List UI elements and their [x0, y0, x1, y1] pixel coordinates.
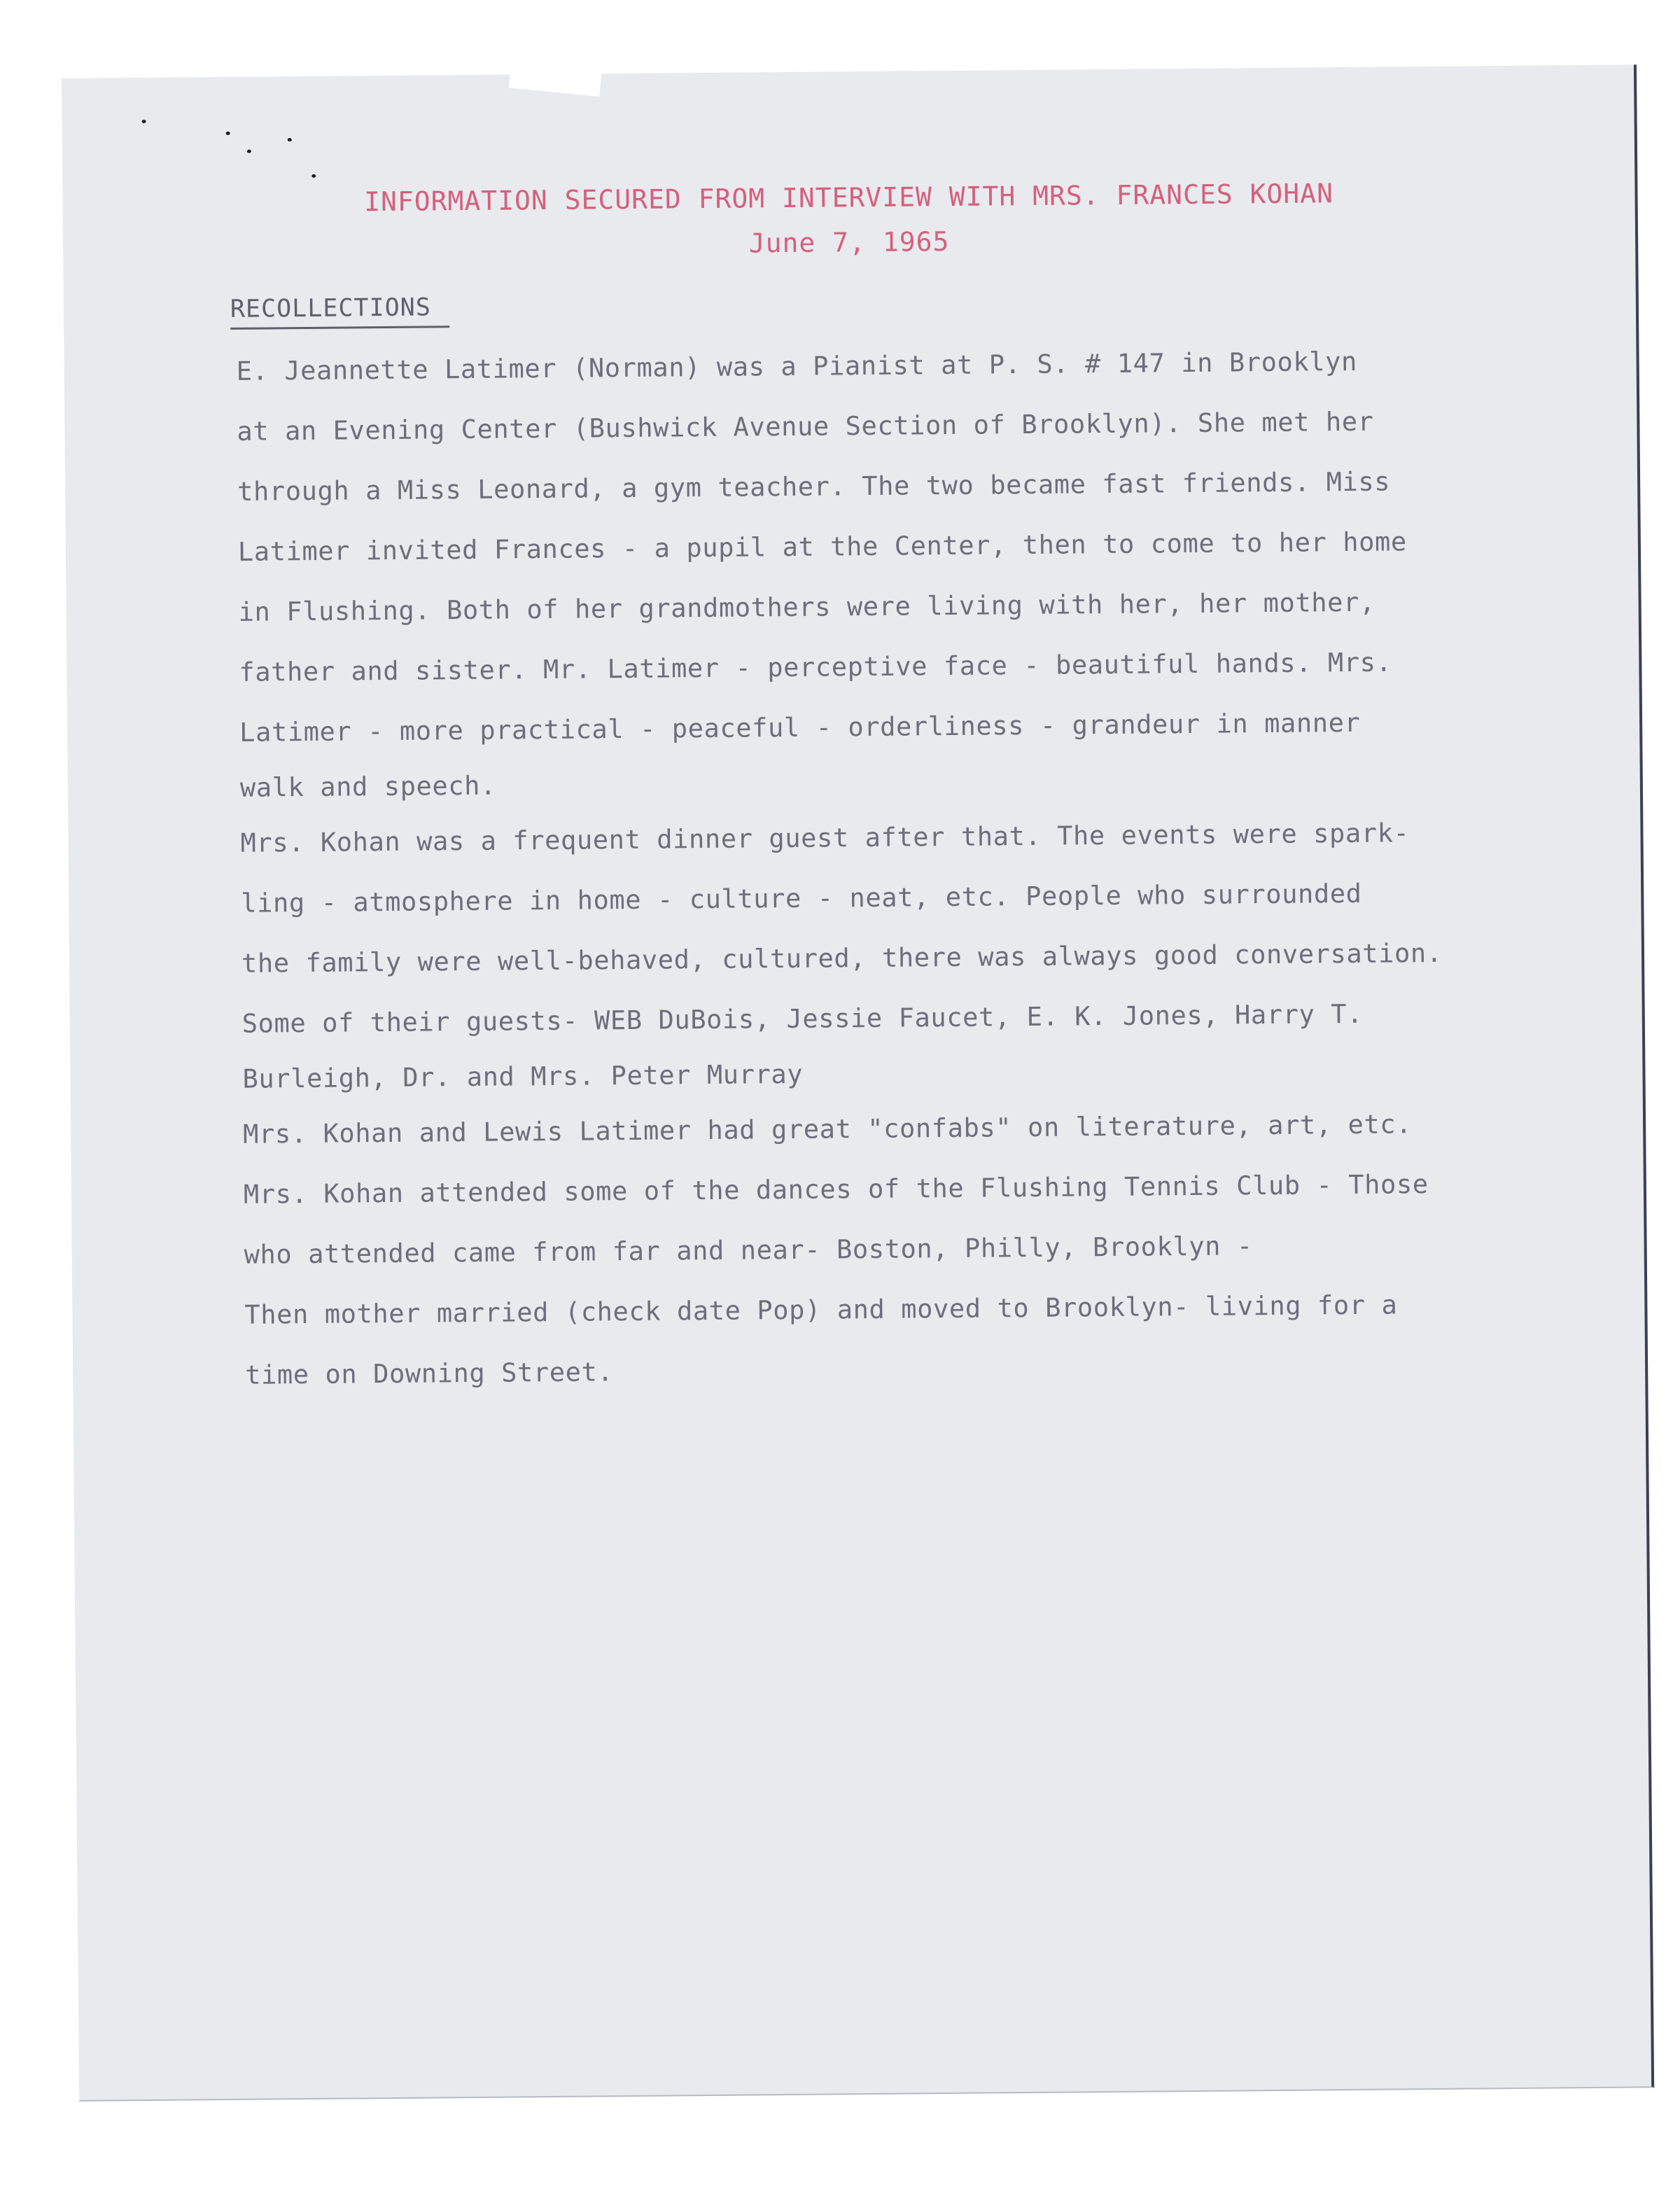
text-line: E. Jeannette Latimer (Norman) was a Pianist at P. S. # 147 in Brooklyn [236, 346, 1358, 386]
text-line: who attended came from far and near- Boston, Philly, Brooklyn - [244, 1231, 1253, 1270]
ink-speck [247, 150, 251, 153]
ink-speck [142, 120, 146, 123]
text-line: ling - atmosphere in home - culture - neat, etc. People who surrounded [241, 878, 1362, 918]
ink-speck [312, 174, 316, 178]
text-line: walk and speech. [239, 770, 497, 803]
document-date: June 7, 1965 [748, 225, 950, 259]
text-line: at an Evening Center (Bushwick Avenue Section of Brooklyn). She met her [237, 406, 1374, 447]
text-line: through a Miss Leonard, a gym teacher. The two became fast friends. Miss [237, 466, 1391, 507]
torn-corner [509, 66, 601, 97]
text-line: father and sister. Mr. Latimer - perceptive face - beautiful hands. Mrs. [239, 647, 1392, 687]
text-line: Latimer invited Frances - a pupil at the Center, then to come to her home [237, 526, 1407, 567]
typed-page [62, 64, 1654, 2102]
body-text [236, 331, 1446, 1406]
text-line: the family were well-behaved, cultured, there was always good conversation. [241, 937, 1443, 979]
ink-speck [226, 132, 230, 135]
text-line: Then mother married (check date Pop) and moved to Brooklyn- living for a [244, 1290, 1398, 1330]
text-line: Burleigh, Dr. and Mrs. Peter Murray [242, 1058, 804, 1094]
text-line: Mrs. Kohan attended some of the dances of the Flushing Tennis Club - Those [243, 1169, 1429, 1210]
text-line: Mrs. Kohan was a frequent dinner guest after that. The events were spark- [240, 818, 1410, 858]
section-title: RECOLLECTIONS [230, 293, 449, 330]
document-heading: INFORMATION SECURED FROM INTERVIEW WITH MRS. FRANCES KOHAN [363, 178, 1334, 218]
text-line: in Flushing. Both of her grandmothers were living with her, her mother, [238, 587, 1376, 627]
text-line: time on Downing Street. [244, 1357, 614, 1390]
text-line: Some of their guests- WEB DuBois, Jessie Faucet, E. K. Jones, Harry T. [241, 998, 1364, 1039]
ink-speck [288, 138, 292, 141]
text-line: Latimer - more practical - peaceful - orderliness - grandeur in manner [239, 707, 1361, 748]
text-line: Mrs. Kohan and Lewis Latimer had great "confabs" on literature, art, etc. [242, 1109, 1413, 1150]
